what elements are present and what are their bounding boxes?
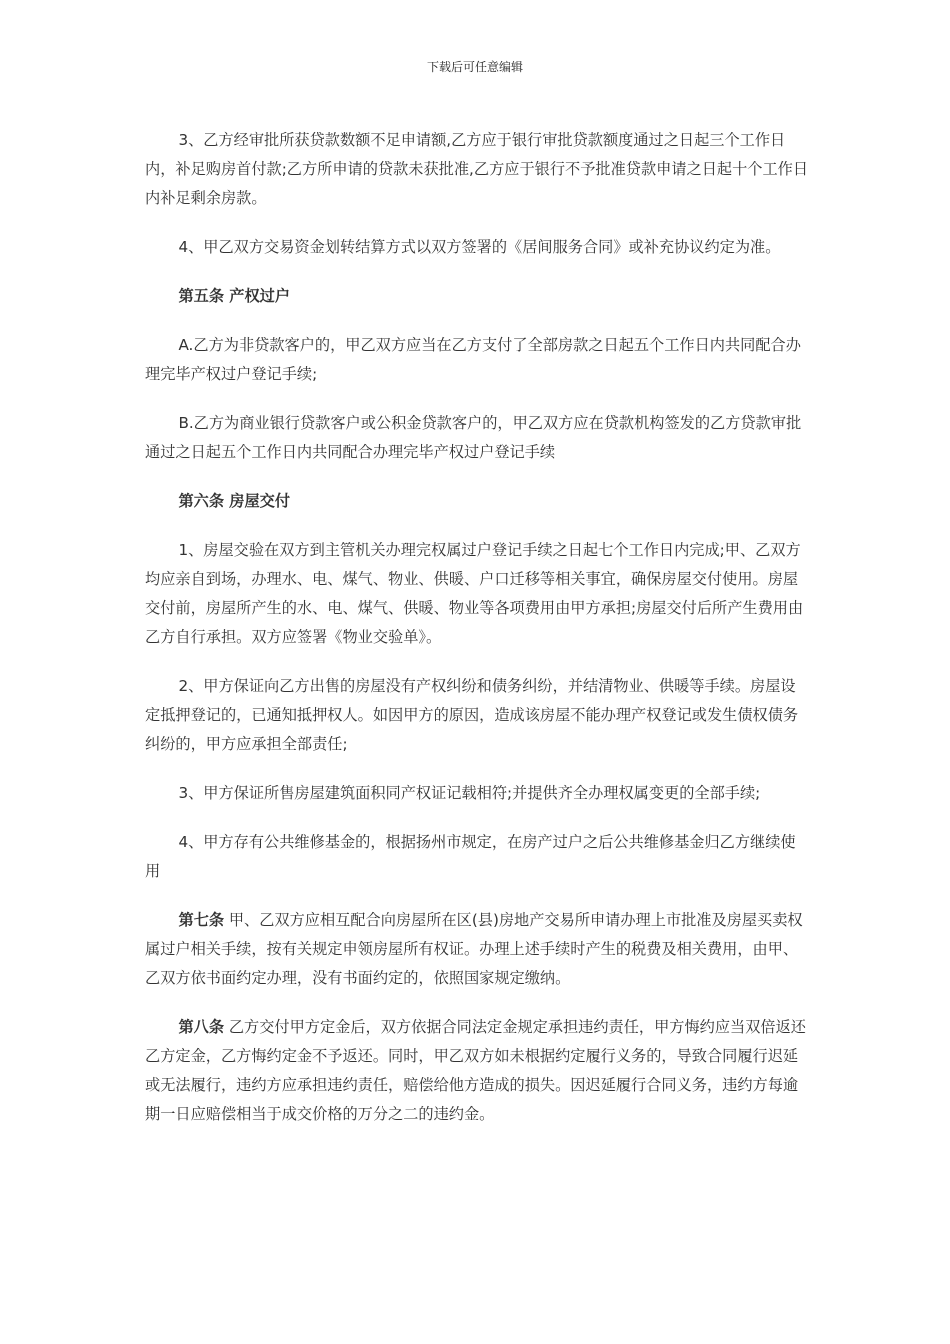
clause-paragraph: 4、甲方存有公共维修基金的，根据扬州市规定，在房产过户之后公共维修基金归乙方继续使用 — [145, 833, 796, 880]
page-header: 下载后可任意编辑 — [426, 60, 523, 74]
clause-paragraph: A.乙方为非贷款客户的，甲乙双方应当在乙方支付了全部房款之日起五个工作日内共同配合办理完毕产权过户登记手续; — [145, 336, 801, 383]
document-body — [145, 126, 810, 1149]
clause-paragraph: 3、乙方经审批所获贷款数额不足申请额,乙方应于银行审批贷款额度通过之日起三个工作日内，补足购房首付款;乙方所申请的贷款未获批准,乙方应于银行不予批准贷款申请之日起十个工作日内补足剩余房款。 — [145, 131, 809, 207]
clause-paragraph: 1、房屋交验在双方到主管机关办理完权属过户登记手续之日起七个工作日内完成;甲、乙双方均应亲自到场，办理水、电、煤气、物业、供暖、户口迁移等相关事宜，确保房屋交付使用。房屋交付前，房屋所产生的水、电、煤气、供暖、物业等各项费用由甲方承担;房屋交付后所产生费用由乙方自行承担。双方应签署《物业交验单》。 — [145, 541, 804, 646]
clause-paragraph: 3、甲方保证所售房屋建筑面积同产权证记载相符;并提供齐全办理权属变更的全部手续; — [178, 784, 761, 802]
article-lead: 第七条 — [178, 911, 224, 929]
article-heading: 第五条 产权过户 — [178, 287, 291, 305]
article-lead: 第八条 — [178, 1018, 224, 1036]
clause-paragraph: 4、甲乙双方交易资金划转结算方式以双方签署的《居间服务合同》或补充协议约定为准。 — [178, 238, 781, 256]
article-paragraph — [145, 1013, 810, 1129]
article-text: 甲、乙双方应相互配合向房屋所在区(县)房地产交易所申请办理上市批准及房屋买卖权属过户相关手续，按有关规定申领房屋所有权证。办理上述手续时产生的税费及相关费用，由甲、乙双方依书面约定办理，没有书面约定的，依照国家规定缴纳。 — [145, 911, 803, 987]
clause-paragraph: 2、甲方保证向乙方出售的房屋没有产权纠纷和债务纠纷，并结清物业、供暖等手续。房屋设定抵押登记的，已通知抵押权人。如因甲方的原因，造成该房屋不能办理产权登记或发生债权债务纠纷的，甲方应承担全部责任; — [145, 677, 799, 753]
article-heading: 第六条 房屋交付 — [178, 492, 291, 510]
clause-paragraph: B.乙方为商业银行贷款客户或公积金贷款客户的，甲乙双方应在贷款机构签发的乙方贷款审批通过之日起五个工作日内共同配合办理完毕产权过户登记手续 — [145, 414, 802, 461]
article-paragraph — [145, 906, 810, 993]
article-text: 乙方交付甲方定金后，双方依据合同法定金规定承担违约责任，甲方悔约应当双倍返还乙方定金，乙方悔约定金不予返还。同时，甲乙双方如未根据约定履行义务的，导致合同履行迟延或无法履行，违约方应承担违约责任，赔偿给他方造成的损失。因迟延履行合同义务，违约方每逾期一日应赔偿相当于成交价格的万分之二的违约金。 — [145, 1018, 806, 1123]
